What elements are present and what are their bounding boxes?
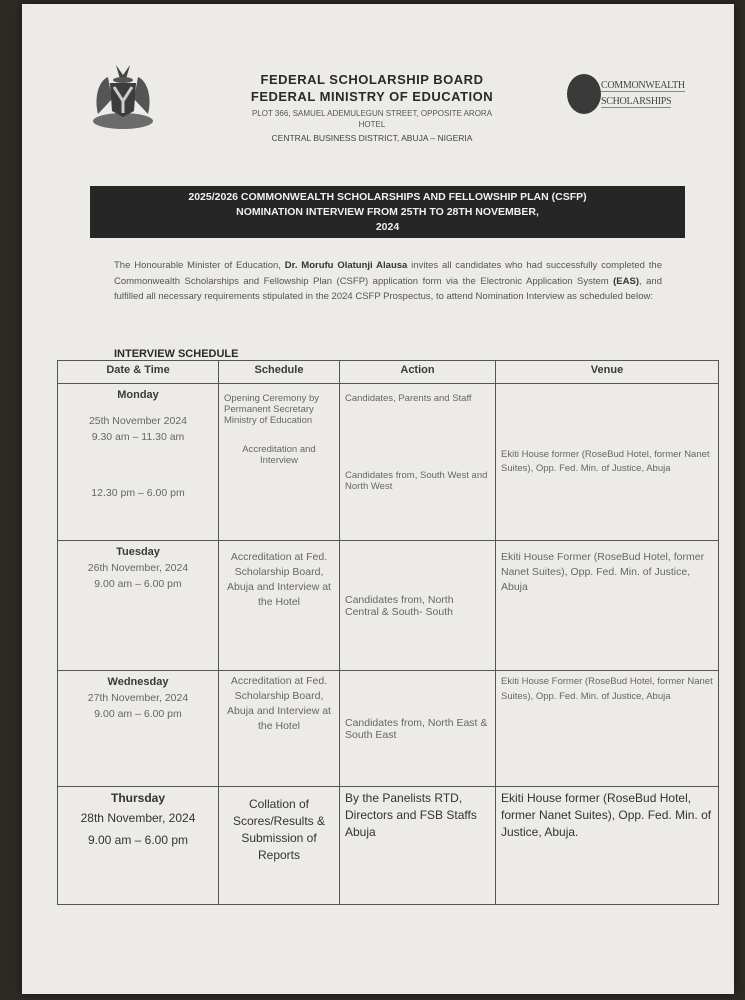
tuesday-date-cell: Tuesday 26th November, 2024 9.00 am – 6.00 pm	[58, 541, 219, 671]
thursday-schedule-cell: Collation of Scores/Results & Submission of Reports	[219, 787, 340, 905]
monday-venue-cell: Ekiti House former (RoseBud Hotel, former Nanet Suites), Opp. Fed. Min. of Justice, Abuja	[496, 384, 719, 541]
tuesday-venue-cell: Ekiti House Former (RoseBud Hotel, former Nanet Suites), Opp. Fed. Min. of Justice, Abuja	[496, 541, 719, 671]
monday-date-cell: Monday 25th November 2024 9.30 am – 11.30 am 12.30 pm – 6.00 pm	[58, 384, 219, 541]
header-action: Action	[340, 361, 496, 384]
schedule-heading: INTERVIEW SCHEDULE	[114, 348, 239, 360]
wednesday-schedule-cell: Accreditation at Fed. Scholarship Board, Abuja and Interview at the Hotel	[219, 671, 340, 787]
monday-action-cell: Candidates, Parents and Staff Candidates from, South West and North West	[340, 384, 496, 541]
table-row-wednesday	[58, 671, 719, 787]
wednesday-venue-cell: Ekiti House Former (RoseBud Hotel, former Nanet Suites), Opp. Fed. Min. of Justice, Abuja	[496, 671, 719, 787]
header-schedule: Schedule	[219, 361, 340, 384]
table-row-monday	[58, 384, 719, 541]
title-banner: 2025/2026 COMMONWEALTH SCHOLARSHIPS AND FELLOWSHIP PLAN (CSFP) NOMINATION INTERVIEW FROM 25TH TO 28TH NOVEMBER, 2024	[90, 186, 685, 238]
thursday-venue-cell: Ekiti House former (RoseBud Hotel, former Nanet Suites), Opp. Fed. Min. of Justice, Abuja.	[496, 787, 719, 905]
thursday-action-cell: By the Panelists RTD, Directors and FSB Staffs Abuja	[340, 787, 496, 905]
table-row-tuesday	[58, 541, 719, 671]
thursday-date-cell: Thursday 28th November, 2024 9.00 am – 6.00 pm	[58, 787, 219, 905]
table-header-row	[58, 361, 719, 384]
interview-schedule-table	[57, 360, 719, 905]
wednesday-date-cell: Wednesday 27th November, 2024 9.00 am – 6.00 pm	[58, 671, 219, 787]
monday-schedule-cell: Opening Ceremony by Permanent Secretary Ministry of Education Accreditation and Interview	[219, 384, 340, 541]
tuesday-schedule-cell: Accreditation at Fed. Scholarship Board, Abuja and Interview at the Hotel	[219, 541, 340, 671]
header-date-time: Date & Time	[58, 361, 219, 384]
ministry-name: FEDERAL MINISTRY OF EDUCATION	[250, 89, 494, 104]
header-venue: Venue	[496, 361, 719, 384]
letterhead	[197, 72, 547, 143]
board-name: FEDERAL SCHOLARSHIP BOARD	[260, 72, 484, 87]
intro-paragraph: The Honourable Minister of Education, Dr. Morufu Olatunji Alausa invites all candidates who had successfully completed the Commonwealth Scholarships and Fellowship Plan (CSFP) application form via the Electronic Application System (EAS), and fulfilled all necessary requirements stipulated in the 2024 CSFP Prospectus, to attend Nomination Interview as scheduled below:	[114, 260, 663, 302]
commonwealth-scholarships-logo: COMMONWEALTH SCHOLARSHIPS	[567, 72, 692, 118]
wednesday-action-cell: Candidates from, North East & South East	[340, 671, 496, 787]
table-row-thursday	[58, 787, 719, 905]
tuesday-action-cell: Candidates from, North Central & South- South	[340, 541, 496, 671]
address-line-2: CENTRAL BUSINESS DISTRICT, ABUJA – NIGERIA	[271, 133, 473, 143]
nigeria-coat-of-arms-icon	[88, 59, 158, 134]
address-line-1: PLOT 366, SAMUEL ADEMULEGUN STREET, OPPOSITE ARORA HOTEL	[251, 109, 493, 129]
logo-circle-icon	[567, 74, 601, 114]
